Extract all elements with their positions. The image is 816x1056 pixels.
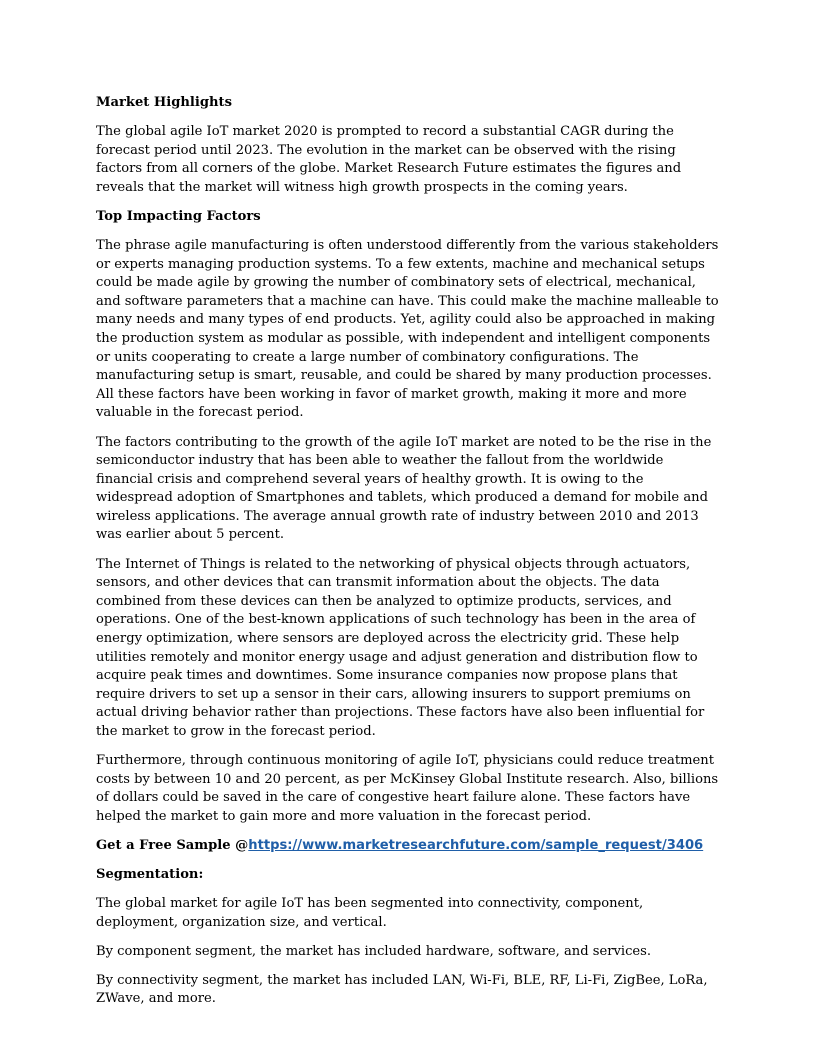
factors-paragraph-2: The factors contributing to the growth of the agile IoT market are noted to be the rise in the semiconductor industry that has been able to weather the fallout from the worldwide financial crisis and comprehend several years of healthy growth. It is owing to the widespread adoption of Smartphones and tablets, which produced a demand for mobile and wireless applications. The average annual growth rate of industry between 2010 and 2013 was earlier about 5 percent. <box>96 434 712 543</box>
market-highlights-heading: Market Highlights <box>96 95 232 110</box>
market-highlights-paragraph: The global agile IoT market 2020 is prompted to record a substantial CAGR during the forecast period until 2023. The evolution in the market can be observed with the rising factors from all corners of the globe. Market Research Future estimates the figures and reveals that the market will witness high growth prospects in the coming years. <box>96 124 682 195</box>
factors-paragraph-4: Furthermore, through continuous monitoring of agile IoT, physicians could reduce treatment costs by between 10 and 20 percent, as per McKinsey Global Institute research. Also, billions of dollars could be saved in the care of congestive heart failure alone. These factors have helped the market to gain more and more valuation in the forecast period. <box>96 753 719 824</box>
free-sample-label: Get a Free Sample @ <box>96 837 249 853</box>
segmentation-paragraph-2: By component segment, the market has included hardware, software, and services. <box>96 943 652 959</box>
free-sample-line <box>96 837 720 856</box>
sample-request-link[interactable]: https://www.marketresearchfuture.com/sample_request/3406 <box>248 837 704 853</box>
segmentation-heading: Segmentation: <box>96 866 204 882</box>
segmentation-paragraph-1: The global market for agile IoT has been segmented into connectivity, component, deployment, organization size, and vertical. <box>96 896 644 930</box>
document-page <box>96 94 720 1020</box>
factors-paragraph-3: The Internet of Things is related to the networking of physical objects through actuators, sensors, and other devices that can transmit information about the objects. The data combined from these devices can then be analyzed to optimize products, services, and operations. One of the best-known applications of such technology has been in the area of energy optimization, where sensors are deployed across the electricity grid. These help utilities remotely and monitor energy usage and adjust generation and distribution flow to acquire peak times and downtimes. Some insurance companies now propose plans that require drivers to set up a sensor in their cars, allowing insurers to support premiums on actual driving behavior rather than projections. These factors have also been influential for the market to grow in the forecast period. <box>96 556 705 739</box>
top-impacting-factors-heading: Top Impacting Factors <box>96 208 261 224</box>
segmentation-paragraph-3: By connectivity segment, the market has included LAN, Wi-Fi, BLE, RF, Li-Fi, ZigBee, LoRa, ZWave, and more. <box>96 972 708 1007</box>
factors-paragraph-1: The phrase agile manufacturing is often understood differently from the various stakeholders or experts managing production systems. To a few extents, machine and mechanical setups could be made agile by growing the number of combinatory sets of electrical, mechanical, and software parameters that a machine can have. This could make the machine malleable to many needs and many types of end products. Yet, agility could also be approached in making the production system as modular as possible, with independent and intelligent components or units cooperating to create a large number of combinatory configurations. The manufacturing setup is smart, reusable, and could be shared by many production processes. All these factors have been working in favor of market growth, making it more and more valuable in the forecast period. <box>96 238 719 421</box>
